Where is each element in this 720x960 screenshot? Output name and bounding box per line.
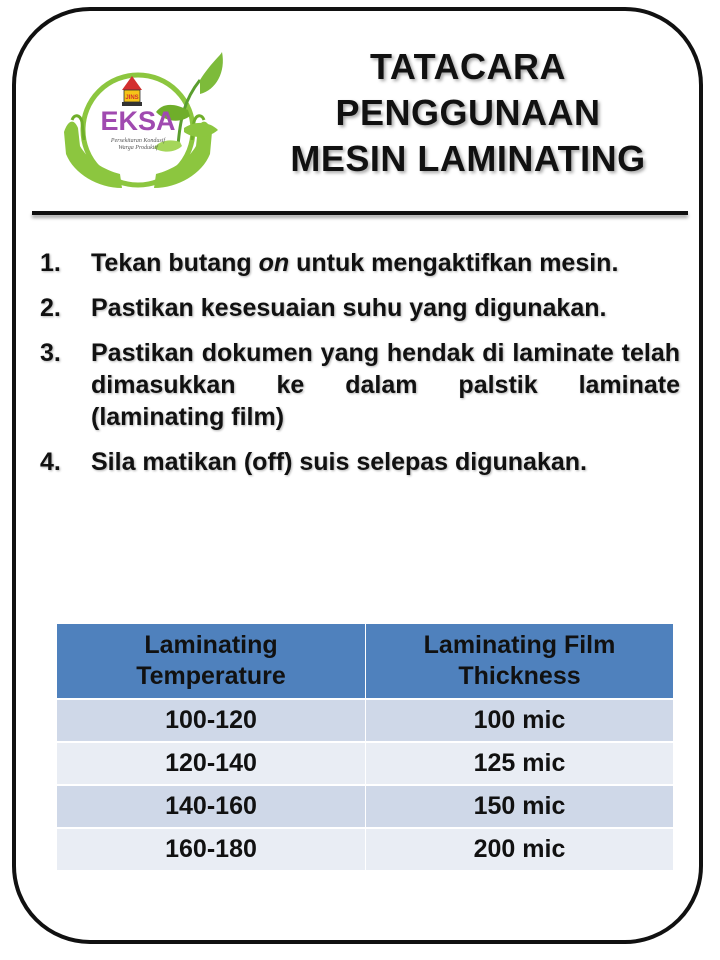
instruction-step [40, 337, 680, 433]
thickness-cell: 125 mic [366, 742, 674, 785]
instruction-step [40, 292, 680, 324]
step-text: Pastikan kesesuaian suhu yang digunakan. [91, 294, 607, 322]
temperature-cell: 160-180 [57, 828, 366, 871]
table-row [57, 699, 674, 742]
table-row [57, 828, 674, 871]
table-row [57, 742, 674, 785]
svg-text:Persekitaran Kondusif: Persekitaran Kondusif [110, 138, 166, 144]
thickness-cell: 100 mic [366, 699, 674, 742]
instruction-list [40, 247, 680, 491]
column-header-thickness: Laminating Film Thickness [366, 624, 674, 700]
thickness-cell: 200 mic [366, 828, 674, 871]
step-number: 4. [40, 448, 61, 476]
step-number: 3. [40, 339, 61, 367]
temperature-cell: 120-140 [57, 742, 366, 785]
svg-text:Warga Produktif: Warga Produktif [118, 145, 158, 151]
temperature-thickness-table [56, 623, 674, 871]
eksa-logo [60, 50, 228, 195]
instruction-step [40, 446, 680, 478]
title-line-3: MESIN LAMINATING [290, 138, 646, 179]
step-number: 1. [40, 249, 61, 277]
step-text: Tekan butang on untuk mengaktifkan mesin. [91, 249, 619, 277]
title-line-1: TATACARA [370, 46, 566, 87]
temperature-cell: 140-160 [57, 785, 366, 828]
temperature-cell: 100-120 [57, 699, 366, 742]
page-title [238, 44, 698, 182]
step-emphasis: on [258, 249, 290, 277]
svg-text:EKSA: EKSA [100, 106, 176, 136]
step-number: 2. [40, 294, 61, 322]
thickness-cell: 150 mic [366, 785, 674, 828]
column-header-temperature: Laminating Temperature [57, 624, 366, 700]
table-header-row [57, 624, 674, 700]
table-row [57, 785, 674, 828]
svg-text:JINS: JINS [125, 95, 139, 101]
title-divider [32, 211, 688, 215]
instruction-step [40, 247, 680, 279]
step-text: Sila matikan (off) suis selepas digunakan. [91, 448, 587, 476]
title-line-2: PENGGUNAAN [335, 92, 601, 133]
step-text: Pastikan dokumen yang hendak di laminate telah dimasukkan ke dalam palstik laminate (laminating film) [91, 339, 680, 431]
